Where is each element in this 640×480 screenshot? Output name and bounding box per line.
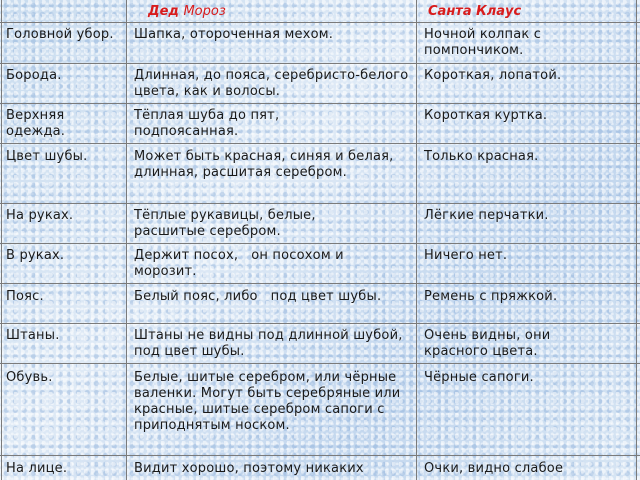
- santa-cell: Короткая куртка.: [424, 108, 548, 123]
- grid-line: [0, 203, 640, 204]
- row-label: В руках.: [6, 248, 65, 263]
- row-label: Обувь.: [6, 370, 53, 385]
- grid-line: [1, 0, 2, 480]
- ded-cell: Держит посох, он посохом и морозит.: [134, 248, 349, 279]
- santa-cell: Только красная.: [424, 149, 539, 164]
- grid-line: [636, 0, 637, 480]
- grid-line: [0, 455, 640, 456]
- row-label: Верхняя одежда.: [6, 108, 66, 139]
- grid-line: [0, 243, 640, 244]
- ded-cell: Может быть красная, синяя и белая, длинная, расшитая серебром.: [134, 149, 394, 180]
- row-label: На лице.: [6, 461, 68, 476]
- santa-cell: Ночной колпак с помпончиком.: [424, 27, 542, 58]
- row-label: Борода.: [6, 68, 62, 83]
- santa-cell: Чёрные сапоги.: [424, 370, 534, 385]
- row-label: Пояс.: [6, 289, 44, 304]
- grid-line: [0, 323, 640, 324]
- header-santa-claus: [428, 4, 521, 19]
- grid-line: [0, 63, 640, 64]
- ded-cell: Видит хорошо, поэтому никаких: [134, 461, 364, 476]
- grid-line: [0, 143, 640, 144]
- grid-line: [0, 283, 640, 284]
- santa-cell: Ничего нет.: [424, 248, 508, 263]
- grid-line: [126, 0, 127, 480]
- ded-cell: Тёплая шуба до пят, подпоясанная.: [134, 108, 280, 139]
- ded-cell: Тёплые рукавицы, белые, расшитые серебром.: [134, 208, 316, 239]
- header-santa-label: Санта Клаус: [428, 4, 522, 19]
- ded-cell: Длинная, до пояса, серебристо-белого цвета, как и волосы.: [134, 68, 409, 99]
- santa-cell: Лёгкие перчатки.: [424, 208, 549, 223]
- ded-cell: Штаны не видны под длинной шубой, под цвет шубы.: [134, 328, 403, 359]
- row-label: Штаны.: [6, 328, 60, 343]
- header-ded-label: Дед: [148, 4, 179, 19]
- ded-cell: Шапка, отороченная мехом.: [134, 27, 334, 42]
- header-ded-moroz: [148, 4, 226, 19]
- row-label: Головной убор.: [6, 27, 114, 42]
- row-label: Цвет шубы.: [6, 149, 88, 164]
- grid-line: [0, 363, 640, 364]
- ded-cell: Белый пояс, либо под цвет шубы.: [134, 289, 382, 304]
- row-label: На руках.: [6, 208, 74, 223]
- santa-cell: Очень видны, они красного цвета.: [424, 328, 551, 359]
- santa-cell: Короткая, лопатой.: [424, 68, 562, 83]
- grid-line: [416, 0, 417, 480]
- santa-cell: Ремень с пряжкой.: [424, 289, 558, 304]
- grid-line: [0, 103, 640, 104]
- header-moroz-label: Мороз: [183, 4, 226, 19]
- grid-line: [0, 22, 640, 23]
- ded-cell: Белые, шитые серебром, или чёрные валенки. Могут быть серебряные или красные, шитые серебром сапоги с приподнятым носком.: [134, 370, 401, 433]
- santa-cell: Очки, видно слабое: [424, 461, 564, 476]
